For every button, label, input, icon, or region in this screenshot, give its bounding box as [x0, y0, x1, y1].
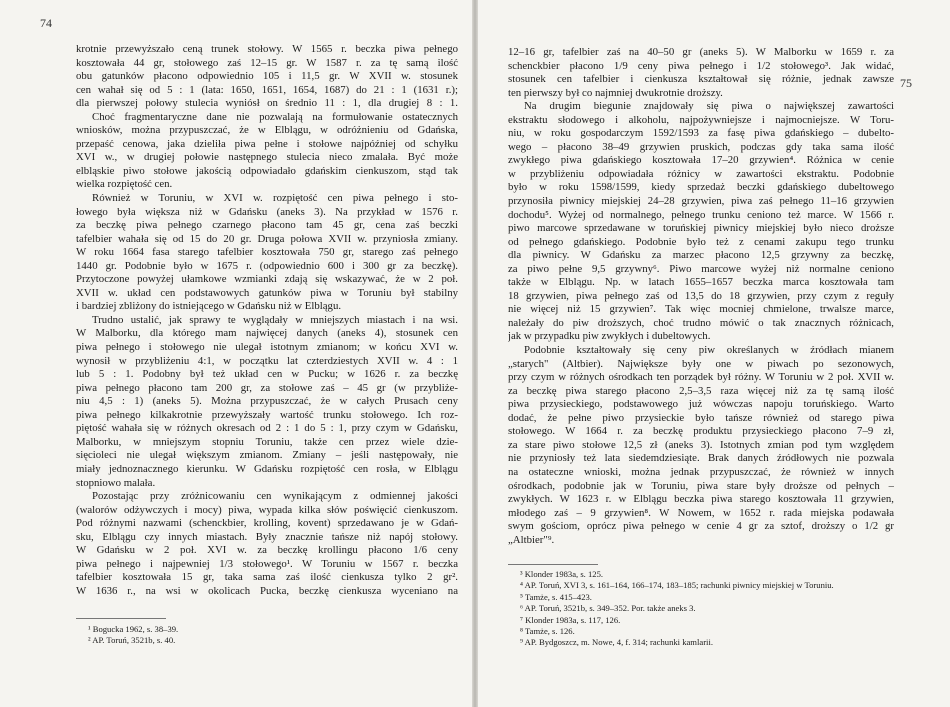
text-line: kosztowała 44 gr, stołowego zaś 12–15 gr. W 1587 r. za tę samą ilość [76, 56, 458, 69]
text-line: W 1636 r., na wsi w okolicach Pucka, beczkę cienkusza wyceniano na [76, 584, 458, 597]
text-line: niu, w roku gospodarczym 1592/1593 za fasę piwa gdańskiego – dubelto- [508, 127, 894, 140]
text-line: i bardziej zbliżony do istniejącego w Gdańsku niż w Elblągu. [76, 300, 342, 313]
text-line: Podobnie kształtowały się ceny piw określanych w źródłach mianem [524, 344, 894, 357]
text-line: swym gościom, oprócz piwa pełnego w cenie 4 gr za sztof, droższy o 1/2 gr [508, 520, 894, 533]
footnote: ⁵ Tamże, s. 415–423. [520, 591, 592, 602]
text-line: ekstraktu słodowego i alkoholu, najpożywniejsze i najmocniejsze. W Toru- [508, 113, 894, 126]
footnotes [520, 569, 834, 649]
footnote: ⁷ Klonder 1983a, s. 117, 126. [520, 614, 621, 625]
text-line: lub 5 : 1. Podobny był też układ cen w Pucku; w 1626 r. za beczkę [76, 368, 458, 381]
text-line: miały jednoznacznego kierunku. W Gdańsku rozpiętość cen rosła, w Elblągu [76, 462, 458, 475]
text-line: nie przyniosły też lata siedemdziesiąte. Brak danych źródłowych nie pozwala [508, 452, 894, 465]
text-line: piwo marcowe sprzedawane w toruńskiej piwnicy miejskiej było nieco droższe [508, 222, 894, 235]
text-line: ośrodkach, podobnie jak w Toruniu, piwa stare były droższe od pełnych – [508, 479, 894, 492]
text-line: należały do piw droższych, choć trudno mówić o tak znacznych różnicach, [508, 316, 894, 329]
text-line: wynosił w przybliżeniu 4:1, w początku lat czterdziestych XVII w. 4 : 1 [76, 354, 458, 367]
footnote: ⁹ AP. Bydgoszcz, m. Nowe, 4, f. 314; rachunki kamlarii. [520, 637, 713, 648]
text-line: jak w przypadku piw zwykłych i dubeltowych. [508, 330, 711, 343]
text-line: od pełnego gdańskiego. Podobnie było też z cenami zakupu tego trunku [508, 235, 894, 248]
text-line: sku, Elblągu czy innych miastach. Były znacznie tańsze niż napój stołowy. [76, 530, 458, 543]
text-line: 1440 gr. Podobnie było w 1675 r. (odpowiednio 600 i 300 gr za beczkę). [76, 259, 458, 272]
text-line: dla pierwszej połowy stulecia wyniósł on średnio 11 : 1, dla drugiej 8 : 1. [76, 97, 458, 110]
text-line: młodego zaś – 9 grzywien⁸. W Nowem, w 1652 r. rada miejska podawała [508, 506, 894, 519]
text-line: za beczkę piwa starego płacono 2,5–3,5 raza więcej niż za tę samą ilość [508, 384, 894, 397]
text-line: przepaść cenowa, jaka dzieliła piwa pełne i stołowe najpóźniej od schyłku [76, 137, 458, 150]
text-line: tafelbier kosztowała 15 gr, taka sama zaś ilość cienkusza tylko 2 gr². [76, 571, 458, 584]
text-line: stosunek cen tafelbier i cienkusza kształtował się różnie, jednak zawsze [508, 73, 894, 86]
text-line: 12–16 gr, tafelbier zaś na 40–50 gr (aneks 5). W Malborku w 1659 r. za [508, 46, 894, 58]
body-text [508, 46, 894, 547]
text-line: na ostateczne wnioski, można jednak przypuszczać, że również w innych [508, 465, 894, 478]
right-page [478, 0, 950, 707]
text-line: W roku 1664 fasa starego tafelbier kosztowała 750 gr, starego zaś pełnego [76, 246, 458, 259]
text-line: XVI w., w drugiej połowie następnego stulecia nieco zmalała. Być może [76, 151, 458, 164]
page-number: 74 [40, 16, 52, 30]
text-line: także w Elblągu. Np. w latach 1655–1657 beczka marca kosztowała tam [508, 276, 894, 289]
text-line: piwa pełnego i najpewniej 1/3 stołowego¹. W Toruniu w 1567 r. beczka [76, 557, 458, 570]
text-line: dla piwnicy. W Gdańsku za marzec płacono 12,5 grzywny za beczkę, [508, 249, 894, 262]
footnote-rule [76, 618, 166, 619]
text-line: (walorów odżywczych i mocy) piwa, wypada kilka słów poświęcić cienkuszom. [76, 503, 458, 516]
footnote: ² AP. Toruń, 3521b, s. 40. [88, 635, 176, 646]
text-line: wielka rozpiętość cen. [76, 178, 173, 191]
text-line: Na drugim biegunie znajdowały się piwa o największej zawartości [524, 100, 894, 113]
text-line: obu gatunków płacono odpowiednio 105 i 11,5 gr. W XVII w. stosunek [76, 70, 458, 83]
text-line: piętość wahała się w różnych okresach od 2 : 1 do 5 : 1, przy czym w Gdańsku, [76, 422, 458, 435]
text-line: „starych" (Altbier). Największe były one w piwach po sezonowych, [508, 357, 894, 370]
text-line: w przybliżeniu odpowiadała różnicy w zawartości ekstraktu. Podobnie [508, 167, 894, 180]
text-line: Również w Toruniu, w XVI w. rozpiętość cen piwa pełnego i sto- [92, 192, 458, 205]
text-line: piwa przysieckiego, podstawowego już wówczas napoju toruńskiego. Warto [508, 398, 894, 411]
text-line: Pod różnymi nazwami (schenckbier, krolling, kovent) sprzedawano je w Gdań- [76, 517, 458, 530]
text-line: „Altbier"⁹. [508, 533, 555, 546]
text-line: za stare piwo stołowe 12,5 zł (aneks 3). Istotnych zmian pod tym względem [508, 438, 894, 451]
footnote-rule [508, 564, 598, 565]
text-line: Choć fragmentaryczne dane nie pozwalają na formułowanie ostatecznych [92, 110, 458, 123]
text-line: Trudno ustalić, jak sprawy te wyglądały w mniejszych miastach i na wsi. [92, 313, 458, 326]
text-line: zwykłego piwa gdańskiego kosztowała 17–20 grzywien⁴. Różnica w cenie [508, 154, 894, 167]
body-text [76, 43, 458, 598]
text-line: Malborku, w mniejszym stopniu Toruniu, także cen przez wiele dzie- [76, 435, 458, 448]
left-page [0, 0, 472, 707]
text-line: było w roku 1598/1599, kiedy sprzedaż beczki gdańskiego dubeltowego [508, 181, 894, 194]
footnotes [88, 624, 178, 647]
text-line: piwa pełnego płacono tam 200 gr, za stołowe zaś – 45 gr (w przybliże- [76, 381, 458, 394]
text-line: 18 grzywien, piwa pełnego zaś od 13,5 do 18 grzywien, przy czym z reguły [508, 289, 894, 302]
text-line: elbląskie piwo stołowe jakością odpowiadało gdańskim cienkuszom, stąd tak [76, 164, 458, 177]
text-line: zwykłych. W 1623 r. w Elblągu beczka piwa starego kosztowała 11 grzywien, [508, 493, 894, 506]
footnote: ⁶ AP. Toruń, 3521b, s. 349–352. Por. także aneks 3. [520, 603, 696, 614]
page-number: 75 [900, 76, 912, 90]
text-line: nie więcej niż 15 grzywien⁷. Tak więc mocniej chmielone, trwalsze marce, [508, 303, 894, 316]
text-line: łowego była większa niż w Gdańsku (aneks 3). Na przykład w 1576 r. [76, 205, 458, 218]
text-line: dodać, że pełne piwo przysieckie było tańsze również od starego piwa [508, 411, 894, 424]
text-line: piwa pełnego kilkakrotnie przewyższały wartość trunku stołowego. Ich roz- [76, 408, 458, 421]
text-line: piwa pełnego i stołowego nie ulegał istotnym zmianom; w końcu XVI w. [76, 341, 458, 354]
text-line: krotnie przewyższało ceną trunek stołowy. W 1565 r. beczka piwa pełnego [76, 43, 458, 55]
text-line: XVII w. układ cen podstawowych gatunków piwa w Toruniu był stabilny [76, 286, 458, 299]
text-line: Pozostając przy zróżnicowaniu cen wynikającym z odmiennej jakości [92, 490, 458, 503]
text-line: niu 4,5 : 1) (aneks 5). Można przypuszczać, że w całych Prusach ceny [76, 395, 458, 408]
text-line: za piwo pełne 9,5 grzywny⁶. Piwo marcowe wyżej niż normalne ceniono [508, 262, 894, 275]
text-line: ten pierwszy był co najmniej dwukrotnie droższy. [508, 86, 723, 99]
text-line: dochodu⁵. Wyżej od normalnego, pełnego trunku ceniono też marce. W 1566 r. [508, 208, 894, 221]
text-line: sięcioleci nie ulegał większym zmianom. Zmiany – jeśli następowały, nie [76, 449, 458, 462]
footnote: ¹ Bogucka 1962, s. 38–39. [88, 624, 179, 634]
footnote: ³ Klonder 1983a, s. 125. [520, 569, 604, 579]
text-line: tafelbier wahała się od 15 do 20 gr. Druga połowa XVII w. przyniosła zmiany. [76, 232, 458, 245]
text-line: cen wahał się od 5 : 1 (lata: 1650, 1651, 1654, 1687) do 21 : 1 (1631 r.); [76, 83, 458, 96]
footnote: ⁴ AP. Toruń, XVI 3, s. 161–164, 166–174, 183–185; rachunki piwnicy miejskiej w Toruniu. [520, 580, 834, 591]
text-line: stopniowo malała. [76, 476, 156, 489]
text-line: W Malborku, dla którego mam najwięcej danych (aneks 4), stosunek cen [76, 327, 458, 340]
text-line: schenckbier płacono 1/9 ceny piwa pełnego i 1/2 stołowego³. Jak widać, [508, 59, 894, 72]
text-line: wego – płacono 38–49 grzywien pruskich, podczas gdy taka sama ilość [508, 140, 894, 153]
text-line: stołowego. W 1664 r. za beczkę produktu przysieckiego płacono 7–9 zł, [508, 425, 894, 438]
footnote: ⁸ Tamże, s. 126. [520, 626, 575, 637]
text-line: przynosiła piwnicy miejskiej 24–28 grzywien, piwa zaś pełnego 11–16 grzywien [508, 195, 894, 208]
text-line: wniosków, można przypuszczać, że w Elblągu, w odróżnieniu od Gdańska, [76, 124, 458, 137]
text-line: przy czym w różnych ośrodkach ten porządek był różny. W Toruniu w 2 poł. XVII w. [508, 371, 894, 384]
text-line: Przytoczone powyżej ułamkowe wzmianki zdają się wskazywać, że w 2 poł. [76, 273, 458, 286]
text-line: W Gdańsku w 2 poł. XVI w. za beczkę krollingu płacono 1/6 ceny [76, 544, 458, 557]
text-line: za beczkę piwa pełnego czarnego płacono tam 45 gr, cena zaś beczki [76, 219, 458, 232]
